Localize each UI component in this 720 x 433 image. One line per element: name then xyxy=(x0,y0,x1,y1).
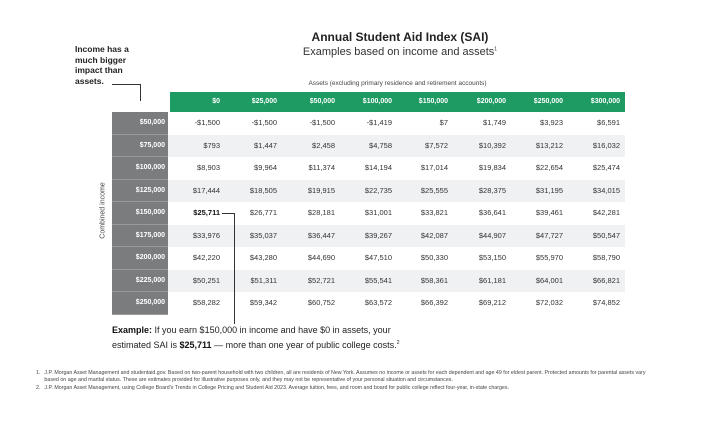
table-cell: $31,001 xyxy=(364,208,392,217)
table-cell: $50,251 xyxy=(192,275,220,285)
table-cell: $58,282 xyxy=(192,298,220,307)
row-income-label: $200,000 xyxy=(112,247,168,270)
callout-connector xyxy=(112,84,141,101)
table-cell: $64,001 xyxy=(535,275,563,285)
table-cell: $4,758 xyxy=(369,140,392,150)
table-cell: $58,790 xyxy=(592,253,620,262)
column-header: $100,000 xyxy=(362,98,392,105)
column-header: $50,000 xyxy=(309,98,335,105)
table-cell: $19,834 xyxy=(478,163,506,172)
callout-line-1: Income has a xyxy=(75,44,129,54)
column-header: $25,000 xyxy=(251,98,277,105)
table-row xyxy=(112,157,625,180)
table-cell: $22,654 xyxy=(535,163,563,172)
table-cell: $33,821 xyxy=(420,208,448,217)
table-cell: $19,915 xyxy=(307,185,335,195)
table-cell: $59,342 xyxy=(249,298,277,307)
table-cell: $66,821 xyxy=(592,275,620,285)
table-cell: $31,195 xyxy=(535,185,563,195)
table-cell: $26,771 xyxy=(249,208,277,217)
subtitle-text: Examples based on income and assets xyxy=(302,46,495,58)
footnote-number: 2. xyxy=(36,385,41,392)
table-cell: $8,903 xyxy=(197,163,220,172)
example-text xyxy=(112,324,399,352)
row-income-label: $175,000 xyxy=(112,225,168,248)
callout-line-4: assets. xyxy=(75,75,104,86)
table-row xyxy=(112,112,625,135)
table-row xyxy=(112,292,625,315)
table-cell: $55,970 xyxy=(535,253,563,262)
table-cell: $60,752 xyxy=(307,298,335,307)
table-cell: $74,852 xyxy=(592,298,620,307)
table-cell: $33,976 xyxy=(192,230,220,240)
table-cell: $25,474 xyxy=(592,163,620,172)
table-cell: $55,541 xyxy=(364,275,392,285)
table-cell: $25,711 xyxy=(193,208,220,217)
example-value: $25,711 xyxy=(179,340,212,350)
assets-axis-label: Assets (excluding primary residence and retirement accounts) xyxy=(308,80,487,87)
table-cell: $16,032 xyxy=(592,140,620,150)
footnote-ref: 1 xyxy=(494,46,498,53)
income-axis-label: Combined income xyxy=(99,182,107,239)
row-income-label: $250,000 xyxy=(112,292,168,315)
footnote-text: J.P. Morgan Asset Management and studentaid.gov. Based on two-parent household with two children, all are residents of New York. Assumes no income or assets for each dependent and age 49 for eldest parent. Protected amounts for parental assets vary based on age and marital status. These are estimates provided for illustrative purposes only, and they may not be representative of your personal situation and circumstances. xyxy=(44,370,646,384)
table-cell: $28,181 xyxy=(307,208,335,217)
table-cell: $25,555 xyxy=(420,185,448,195)
table-cell: $42,281 xyxy=(592,208,620,217)
table-cell: $39,461 xyxy=(535,208,563,217)
table-row xyxy=(112,202,625,225)
column-header: $150,000 xyxy=(418,98,448,105)
table-cell: $14,194 xyxy=(364,163,392,172)
table-cell: $9,964 xyxy=(254,163,277,172)
table-cell: $13,212 xyxy=(535,140,563,150)
callout xyxy=(75,44,129,86)
callout-line-2: much bigger xyxy=(75,54,127,65)
table-cell: $72,032 xyxy=(535,298,563,307)
table-cell: $36,641 xyxy=(478,208,506,217)
table-cell: $42,087 xyxy=(420,230,448,240)
table-cell: $44,907 xyxy=(478,230,506,240)
column-header: $300,000 xyxy=(590,98,620,105)
table-cell: -$1,419 xyxy=(366,118,392,127)
table-cell: $17,444 xyxy=(192,185,220,195)
table-cell: $1,447 xyxy=(254,140,277,150)
table-cell: -$1,500 xyxy=(194,118,220,127)
table-cell: $6,591 xyxy=(597,118,620,127)
table-cell: $50,330 xyxy=(420,253,448,262)
table-cell: $36,447 xyxy=(307,230,335,240)
table-cell: $39,267 xyxy=(364,230,392,240)
table-cell: $63,572 xyxy=(364,298,392,307)
row-income-label: $125,000 xyxy=(112,180,168,203)
table-cell: $51,311 xyxy=(250,275,277,285)
example-text-3: — more than one year of public college costs. xyxy=(211,340,397,350)
footnote-1 xyxy=(36,370,656,384)
table-cell: $28,375 xyxy=(478,185,506,195)
table-cell: $7 xyxy=(439,118,448,127)
example-text-1: If you earn $150,000 in income and have $0 in assets, your xyxy=(152,325,391,335)
footnote-ref: 2 xyxy=(396,340,400,346)
example-lead: Example: xyxy=(112,325,153,335)
subtitle xyxy=(200,46,600,58)
table-cell: $53,150 xyxy=(478,253,506,262)
table-cell: $69,212 xyxy=(478,298,506,307)
column-header: $250,000 xyxy=(533,98,563,105)
table-cell: $42,220 xyxy=(192,253,220,262)
table-row xyxy=(112,247,625,270)
table-cell: $50,547 xyxy=(592,230,620,240)
table-cell: $44,690 xyxy=(307,253,335,262)
footnote-text: J.P. Morgan Asset Management, using College Board's Trends in College Pricing and Student Aid 2023. Average tuition, fees, and room and board for public college reflect four-year, in-state charges. xyxy=(44,385,509,392)
table-cell: $3,923 xyxy=(540,118,563,127)
row-income-label: $100,000 xyxy=(112,157,168,180)
table-cell: $1,749 xyxy=(483,118,506,127)
table-cell: -$1,500 xyxy=(309,118,335,127)
footnote-number: 1. xyxy=(36,370,41,376)
footnote-2 xyxy=(36,385,656,392)
table-header xyxy=(170,92,625,112)
title: Annual Student Aid Index (SAI) xyxy=(311,30,489,44)
table-cell: $47,510 xyxy=(364,253,392,262)
table-cell: -$1,500 xyxy=(251,118,277,127)
table-cell: $18,505 xyxy=(249,185,277,195)
table-cell: $793 xyxy=(203,140,220,150)
table-cell: $66,392 xyxy=(420,298,448,307)
table-cell: $58,361 xyxy=(420,275,448,285)
table-cell: $22,735 xyxy=(364,185,392,195)
callout-line-3: impact than xyxy=(75,65,123,75)
table-cell: $2,458 xyxy=(312,140,335,150)
table-row xyxy=(112,135,625,158)
table-cell: $35,037 xyxy=(249,230,277,240)
table-cell: $61,181 xyxy=(478,275,506,285)
table-cell: $11,374 xyxy=(308,163,335,172)
column-header: $200,000 xyxy=(476,98,506,105)
table-cell: $17,014 xyxy=(420,163,448,172)
column-header: $0 xyxy=(212,98,220,105)
row-income-label: $150,000 xyxy=(112,202,168,225)
table-cell: $34,015 xyxy=(592,185,620,195)
example-connector xyxy=(222,213,235,324)
table-cell: $47,727 xyxy=(535,230,563,240)
row-income-label: $225,000 xyxy=(112,270,168,293)
example-text-2: estimated SAI is xyxy=(112,340,180,350)
table-row xyxy=(112,270,625,293)
table-cell: $10,392 xyxy=(478,140,506,150)
table-cell: $7,572 xyxy=(425,140,448,150)
table-cell: $52,721 xyxy=(307,275,335,285)
table-row xyxy=(112,225,625,248)
table-row xyxy=(112,180,625,203)
row-income-label: $75,000 xyxy=(112,135,168,158)
row-income-label: $50,000 xyxy=(112,112,168,135)
table-cell: $43,280 xyxy=(249,253,277,262)
footnotes xyxy=(36,370,656,394)
